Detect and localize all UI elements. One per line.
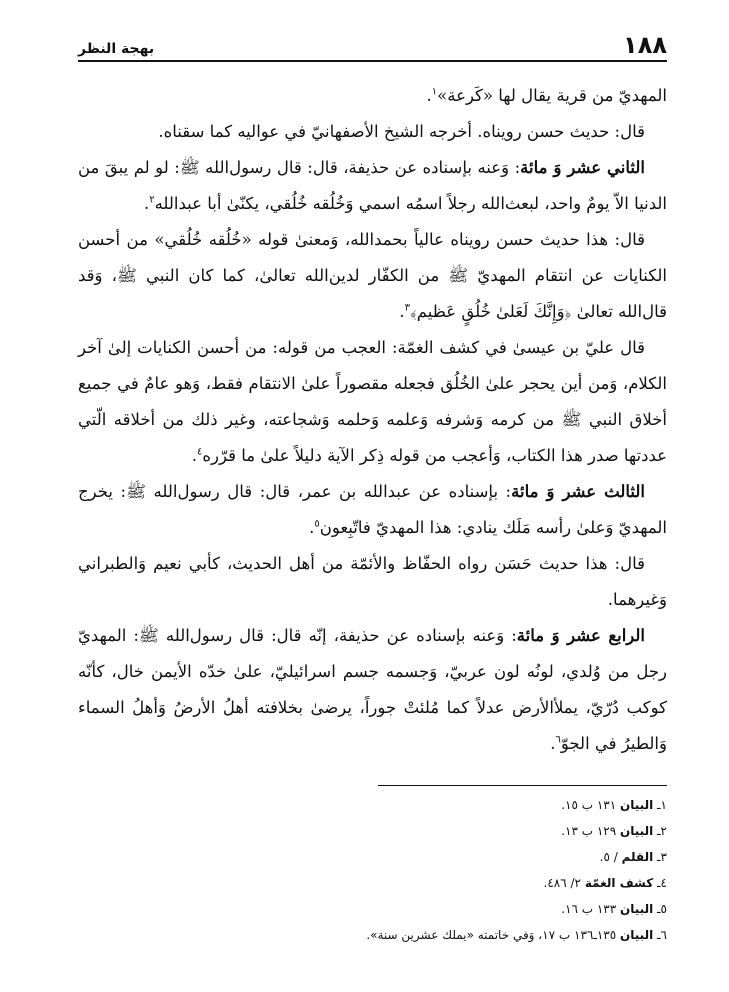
footnote-source: القلم [621,850,654,864]
page-header [78,24,667,62]
paragraph-tail: . [143,194,150,213]
footnote-source: البيان [620,798,654,812]
footnote-marker: ٢ [149,194,155,206]
paragraph-text: : وَعنه بإسناده عن حذيفة، قال: قال رسول‌الله ﷺ: لو لم يبقَ من الدنيا الاّ يومٌ واحد، لبعث‌الله رجلاً اسمُه اسمي وَخُلُقه خُلُقي، يكنّىٰ أبا عبدالله [78,158,667,213]
footnote-source: البيان [620,824,654,838]
footnote-number: ٣ـ [657,850,667,864]
hadith-number-heading: الثاني عشر وَ مائة [520,158,645,177]
footnote [78,922,667,948]
paragraph-text: قال: هذا حديث حَسَن رواه الحفّاظ والأئمّة من أهل الحديث، كأبي نعيم وَالطبراني وَغيرهما. [78,554,667,609]
page-number: ١٨٨ [623,31,667,59]
footnote-reference: ١٢٩ ب ١٣. [561,824,617,838]
footnote-divider [378,785,667,786]
footnote-reference: ١٣٥ـ١٣٦ ب ١٧، وَفي خاتمته «يملك عشرين سنة». [366,928,617,942]
paragraph-tail: . [399,302,405,321]
paragraph [78,114,667,150]
paragraph-tail: . [309,518,315,537]
footnote-marker: ٤ [197,446,203,458]
footnote-marker: ١ [431,86,438,98]
hadith-number-heading: الرابع عشر وَ مائة [516,626,645,645]
paragraph-text: قال: حديث حسن رويناه. أخرجه الشيخ الأصفهانيّ في عواليه كما سقناه. [158,122,645,141]
footnote-number: ١ـ [657,798,667,812]
footnote-number: ٥ـ [657,902,667,916]
footnote [78,896,667,922]
paragraph-text: : وَعنه بإسناده عن حذيفة، إنّه قال: قال رسول‌الله ﷺ: المهديّ رجل من وُلدي، لونُه لون عربيّ، وَجسمه جسم اسرائيليّ، علىٰ خدّه الأيمن خال، كأنّه كوكب دُرّيّ، يملأالأرض عدلاً كما مُلئتْ جوراً، يرضىٰ بخلافته أهلُ الأرضُ وَأهلُ السماء وَالطيرُ في الجوّ [78,626,667,753]
paragraph-tail: . [550,734,556,753]
footnote-number: ٢ـ [657,824,667,838]
paragraph-tail: . [191,446,198,465]
footnote-source: كشف الغمّة [584,876,654,890]
footnote-marker: ٥ [314,518,320,530]
paragraph [78,330,667,474]
hadith-number-heading: الثالث عشر وَ مائة [511,482,645,501]
hadith-paragraph [78,150,667,222]
running-title: بهجة النظر [78,41,155,57]
paragraph-text: قال عليّ بن عيسىٰ في كشف الغمّة: العجب من قوله: من أحسن الكنايات إلىٰ آخر الكلام، وَمن أين يحجر علىٰ الخُلُق فجعله مقصوراً علىٰ الانتقام فقط، وَهو عامٌ في جميع أخلاق النبي ﷺ من كرمه وَشرفه وَعلمه وَحلمه وَشجاعته، وغير ذلك من أخلاقه الّتي عددتها صدر هذا الكتاب، وَأعجب من قوله ذِكر الآية دليلاً علىٰ ما قرّره [78,338,667,465]
footnote-number: ٦ـ [657,928,667,942]
paragraph [78,78,667,114]
hadith-paragraph [78,618,667,762]
footnote-marker: ٦ [555,734,561,746]
paragraph [78,546,667,618]
footnote-source: البيان [620,928,654,942]
footnote [78,844,667,870]
paragraph-text: المهديّ من قرية يقال لها «كَرعة» [437,86,667,105]
footnote-reference: / ٥. [599,850,618,864]
footnote-number: ٤ـ [657,876,667,890]
footnote [78,870,667,896]
footnotes [78,792,667,948]
paragraph-text: : بإسناده عن عبدالله بن عمر، قال: قال رسول‌الله ﷺ: يخرج المهديّ وَعلىٰ رأسه مَلَك ينادي: هذا المهديّ فاتّبِعون [78,482,667,537]
footnote-reference: ١٣٣ ب ١٦. [561,902,617,916]
paragraph-text: قال: هذا حديث حسن رويناه عالياً بحمدالله، وَمعنىٰ قوله «خُلُقه خُلُقي» من أحسن الكنايات عن انتقام المهديّ ﷺ من الكفّار لدين‌الله تعالىٰ، كما كان النبي ﷺ، وَقد قال‌الله تعالىٰ ﴿وَإِنَّكَ لَعَلىٰ خُلُقٍ عَظيم﴾ [78,230,667,321]
footnote-reference: ٢/ ٤٨٦. [543,876,581,890]
hadith-paragraph [78,474,667,546]
paragraph-tail: . [426,86,432,105]
footnote [78,792,667,818]
main-text [78,78,667,762]
footnote [78,818,667,844]
footnote-reference: ١٣١ ب ١٥. [561,798,617,812]
paragraph [78,222,667,330]
footnote-source: البيان [620,902,654,916]
footnote-marker: ٣ [404,302,410,314]
